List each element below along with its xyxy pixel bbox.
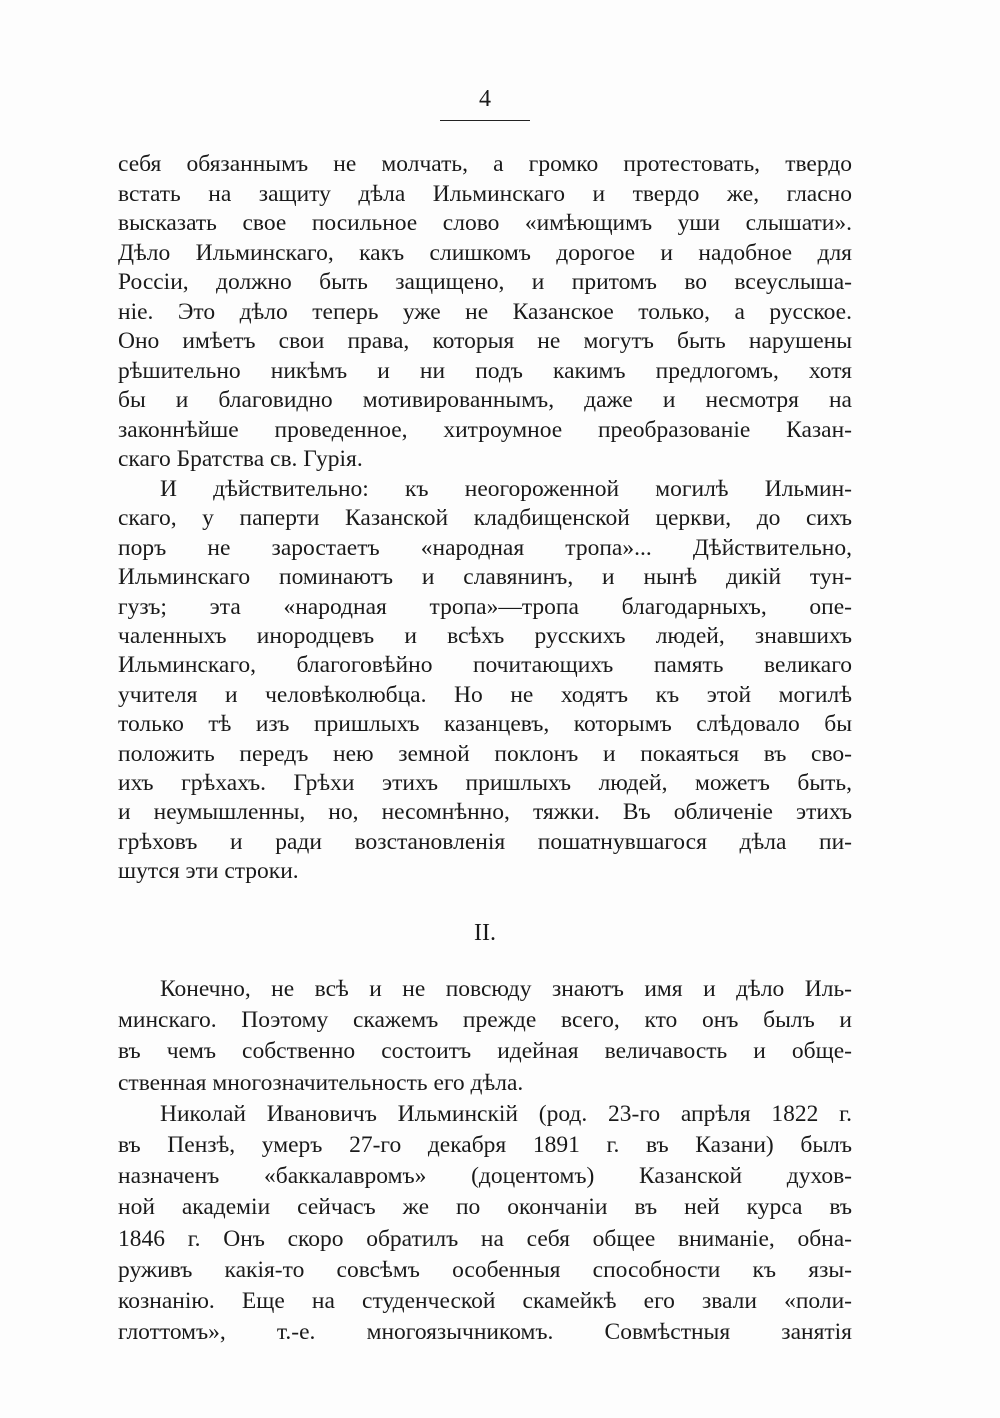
- text-line: Дѣло Ильминскаго, какъ слишкомъ дорогое и надобное для: [118, 239, 852, 266]
- section-2-text: [118, 974, 852, 1348]
- text-line: только тѣ изъ пришлыхъ казанцевъ, которымъ слѣдовало бы: [118, 711, 852, 738]
- text-line: 1846 г. Онъ скоро обратилъ на себя общее вниманiе, обна-: [118, 1225, 852, 1252]
- text-line: Ильминскаго поминаютъ и славянинъ, и нынѣ дикiй тун-: [118, 564, 852, 591]
- text-line: ственная многозначительность его дѣла.: [118, 1069, 524, 1096]
- paragraph-2: [118, 475, 852, 886]
- text-line: Ильминскаго, благоговѣйно почитающихъ память великаго: [118, 652, 852, 679]
- text-line: себя обязаннымъ не молчать, а громко протестовать, твердо: [118, 151, 852, 177]
- text-line: законнѣйше проведенное, хитроумное преобразованiе Казан-: [118, 416, 852, 443]
- page-number: 4: [479, 86, 491, 112]
- page-number-rule: [440, 120, 530, 121]
- section-heading: II.: [474, 920, 496, 946]
- text-line: Николай Ивановичъ Ильминскiй (род. 23-го апрѣля 1822 г.: [160, 1100, 852, 1127]
- text-line: глоттомъ», т.-е. многоязычникомъ. Совмѣстныя занятiя: [118, 1319, 852, 1346]
- text-line: назначенъ «баккалавромъ» (доцентомъ) Казанской духов-: [118, 1163, 852, 1190]
- text-line: рѣшительно никѣмъ и ни подъ какимъ предлогомъ, хотя: [118, 357, 852, 384]
- text-line: учителя и человѣколюбца. Но не ходятъ къ этой могилѣ: [118, 681, 852, 708]
- text-line: ной академiи сейчасъ же по окончанiи въ ней курса въ: [118, 1194, 852, 1221]
- text-line: скаго Братства св. Гурiя.: [118, 446, 363, 472]
- text-line: поръ не заростаетъ «народная тропа»... Дѣйствительно,: [118, 534, 852, 561]
- text-line: грѣховъ и ради возстановленiя пошатнувшагося дѣла пи-: [118, 828, 852, 855]
- text-line: минскаго. Поэтому скажемъ прежде всего, кто онъ былъ и: [118, 1007, 852, 1034]
- text-line: кознанiю. Еще на студенческой скамейкѣ его звали «поли-: [118, 1287, 852, 1314]
- text-line: скаго, у паперти Казанской кладбищенской церкви, до сихъ: [118, 505, 852, 532]
- paragraph-1: [118, 150, 852, 475]
- text-line: положить передъ нею земной поклонъ и покаяться въ сво-: [118, 740, 852, 767]
- text-line: нiе. Это дѣло теперь уже не Казанское только, а русское.: [118, 298, 852, 325]
- text-line: И дѣйствительно: къ неогороженной могилѣ Ильмин-: [160, 476, 852, 502]
- text-line: гузъ; эта «народная тропа»—тропа благодарныхъ, опе-: [118, 593, 852, 620]
- text-line: встать на защиту дѣла Ильминскаго и твердо же, гласно: [118, 180, 852, 207]
- text-line: шутся эти строки.: [118, 858, 299, 885]
- text-line: Конечно, не всѣ и не повсюду знаютъ имя и дѣло Иль-: [160, 976, 852, 1002]
- text-line: Россiи, должно быть защищено, и притомъ во всеуслыша-: [118, 269, 852, 295]
- text-line: въ Пензѣ, умеръ 27-го декабря 1891 г. въ Казани) былъ: [118, 1131, 852, 1158]
- text-line: чаленныхъ инородцевъ и всѣхъ русскихъ людей, знавшихъ: [118, 622, 852, 649]
- text-line: и неумышленны, но, несомнѣнно, тяжки. Въ обличенiе этихъ: [118, 799, 852, 826]
- text-line: Оно имѣетъ свои права, которыя не могутъ быть нарушены: [118, 328, 852, 354]
- text-line: въ чемъ собственно состоитъ идейная величавость и обще-: [118, 1038, 852, 1065]
- text-line: бы и благовидно мотивированнымъ, даже и несмотря на: [118, 387, 852, 413]
- text-line: высказать свое посильное слово «имѣющимъ уши слышати».: [118, 210, 852, 236]
- text-line: ихъ грѣхахъ. Грѣхи этихъ пришлыхъ людей, можетъ быть,: [118, 769, 852, 796]
- text-line: руживъ какiя-то совсѣмъ особенныя способности къ язы-: [118, 1256, 852, 1283]
